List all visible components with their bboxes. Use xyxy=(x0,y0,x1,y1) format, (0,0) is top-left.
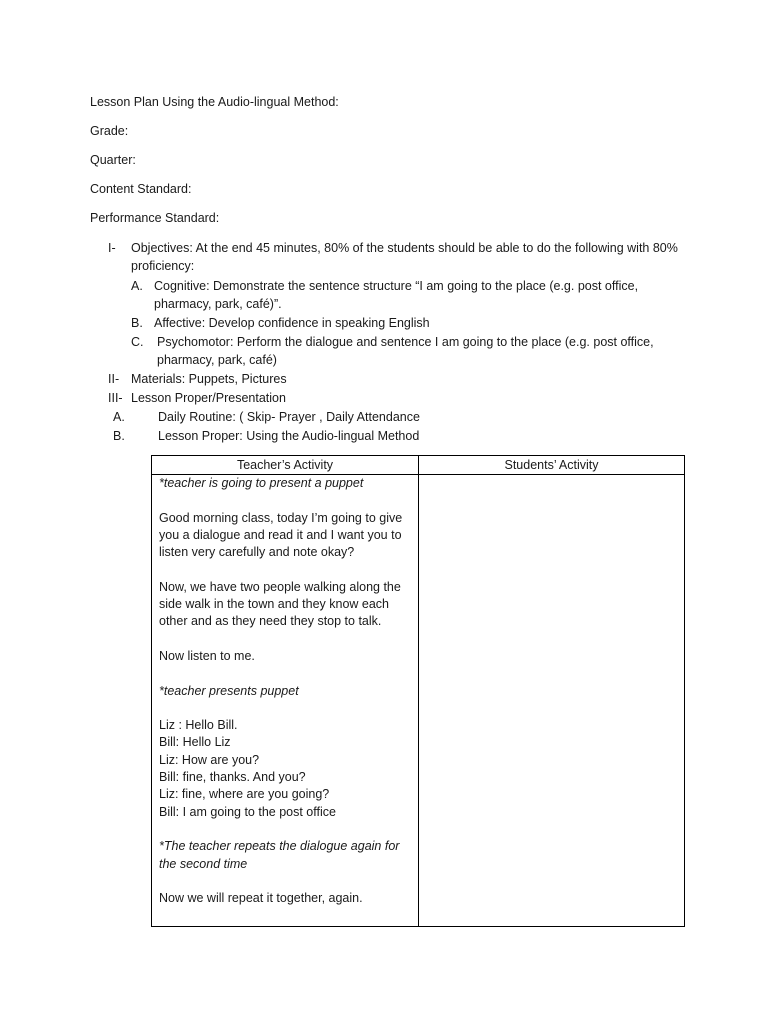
lesson-item-a-text: Daily Routine: ( Skip- Prayer , Daily Attendance xyxy=(158,410,420,424)
teacher-activity-line: Bill: I am going to the post office xyxy=(159,804,336,819)
teacher-activity-line: Liz : Hello Bill. xyxy=(159,718,238,733)
lesson-item-a-letter: A. xyxy=(113,410,125,424)
teacher-activity-line: *teacher presents puppet xyxy=(159,683,299,698)
teacher-activity-line xyxy=(159,873,411,890)
students-activity-header: Students’ Activity xyxy=(419,456,685,475)
activity-table-header-row xyxy=(152,456,685,475)
teacher-activity-line: other and as they need they stop to talk. xyxy=(159,614,382,629)
teacher-activity-line xyxy=(159,665,411,682)
lesson-proper-text: Lesson Proper/Presentation xyxy=(131,391,286,405)
teacher-activity-line: the second time xyxy=(159,856,248,871)
teacher-activity-line xyxy=(159,561,411,578)
objective-c-letter: C. xyxy=(131,335,144,349)
lesson-item-b-letter: B. xyxy=(113,429,125,443)
quarter-label: Quarter: xyxy=(90,153,136,167)
document-title: Lesson Plan Using the Audio-lingual Method: xyxy=(90,95,339,109)
objectives-text: Objectives: At the end 45 minutes, 80% of the students should be able to do the following with 80% proficiency: xyxy=(131,241,678,273)
teacher-activity-line: side walk in the town and they know each xyxy=(159,597,389,612)
objective-c-text: Psychomotor: Perform the dialogue and sentence I am going to the place (e.g. post office, pharmacy, park, café) xyxy=(157,335,654,367)
materials-text: Materials: Puppets, Pictures xyxy=(131,372,287,386)
students-activity-cell xyxy=(419,475,685,927)
materials-numeral: II- xyxy=(108,372,120,386)
content-standard-label: Content Standard: xyxy=(90,182,192,196)
performance-standard-label: Performance Standard: xyxy=(90,211,220,225)
teacher-activity-line xyxy=(159,492,411,509)
objectives-numeral: I- xyxy=(108,241,116,255)
teacher-activity-line: Now, we have two people walking along the xyxy=(159,579,401,594)
teacher-activity-line xyxy=(159,700,411,717)
activity-table xyxy=(151,455,685,927)
teacher-activity-line: Liz: fine, where are you going? xyxy=(159,787,330,802)
teacher-activity-line xyxy=(159,821,411,838)
teacher-activity-line: Now we will repeat it together, again. xyxy=(159,891,363,906)
objective-a-letter: A. xyxy=(131,279,143,293)
teacher-activity-line: Bill: fine, thanks. And you? xyxy=(159,770,306,785)
teacher-activity-line: Good morning class, today I’m going to give xyxy=(159,510,403,525)
teacher-activity-cell xyxy=(152,475,419,927)
teacher-activity-line xyxy=(159,631,411,648)
objective-a-text: Cognitive: Demonstrate the sentence structure “I am going to the place (e.g. post office, pharmacy, park, café)”. xyxy=(154,279,639,311)
lesson-proper-numeral: III- xyxy=(108,391,123,405)
objective-b-letter: B. xyxy=(131,316,143,330)
teacher-activity-line: listen very carefully and note okay? xyxy=(159,545,355,560)
teacher-activity-line: Liz: How are you? xyxy=(159,752,260,767)
teacher-activity-line: *The teacher repeats the dialogue again for xyxy=(159,839,400,854)
teacher-activity-header: Teacher’s Activity xyxy=(152,456,419,475)
grade-label: Grade: xyxy=(90,124,129,138)
objective-b-text: Affective: Develop confidence in speaking English xyxy=(154,316,430,330)
teacher-activity-line: Bill: Hello Liz xyxy=(159,735,231,750)
teacher-activity-line: *teacher is going to present a puppet xyxy=(159,476,364,490)
teacher-activity-line: Now listen to me. xyxy=(159,648,255,663)
teacher-activity-line: you a dialogue and read it and I want you to xyxy=(159,527,402,542)
activity-table-row xyxy=(152,475,685,927)
lesson-item-b-text: Lesson Proper: Using the Audio-lingual Method xyxy=(158,429,420,443)
